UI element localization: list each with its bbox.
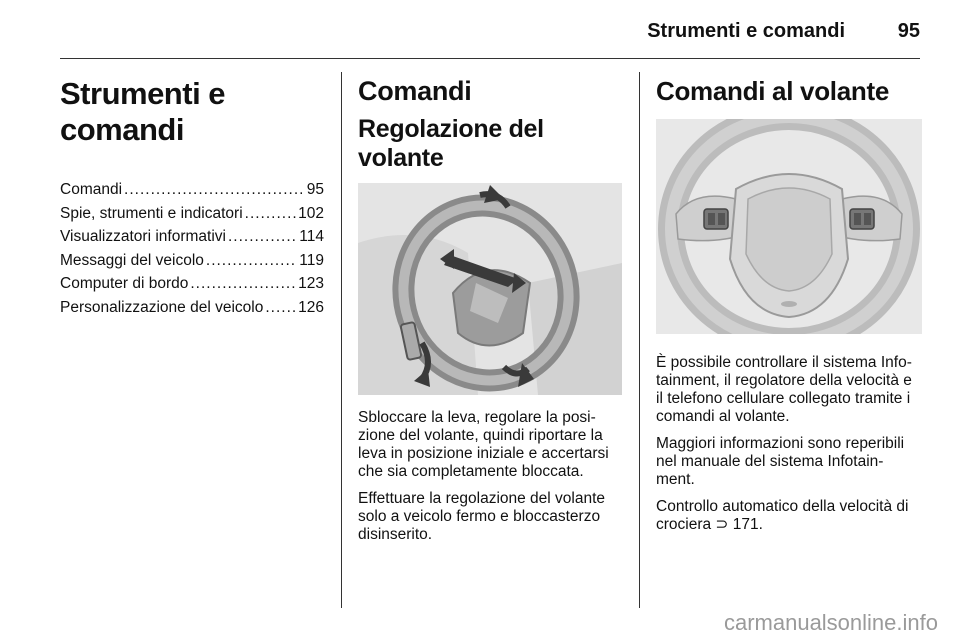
toc-entry-page: 95 [306, 181, 324, 198]
paragraph: Controllo automatico della velocità di crociera ⊃ 171. [656, 498, 909, 533]
steering-controls-column [656, 72, 922, 543]
toc-leader-dots [124, 178, 305, 202]
toc-leader-dots [265, 296, 296, 320]
toc-leader-dots [228, 225, 297, 249]
watermark: carmanualsonline.info [723, 610, 938, 635]
section-title: Comandi [358, 76, 472, 106]
paragraph: È possibile controllare il sistema Info-tainment, il regolatore della velocità e il telefono cellulare collegato tramite i comandi al volante. [656, 354, 912, 425]
paragraph: Sbloccare la leva, regolare la posi-zione del volante, quindi riportare la leva in posizione iniziale e accertarsi che sia completamente bloccata. [358, 409, 609, 480]
toc-entry-page: 102 [298, 204, 324, 222]
toc-leader-dots [245, 202, 296, 226]
section-title: Comandi al volante [656, 76, 889, 106]
toc-entry-label: Comandi [60, 181, 123, 198]
steering-wheel-illustration [656, 119, 922, 334]
column-divider [639, 72, 640, 608]
toc-leader-dots [206, 249, 297, 273]
page-number: 95 [897, 20, 920, 42]
toc-entry[interactable] [60, 249, 324, 273]
steering-wheel-adjust-icon [358, 183, 622, 395]
table-of-contents [60, 178, 324, 319]
paragraph: Effettuare la regolazione del volante solo a veicolo fermo e bloccasterzo disinserito. [358, 490, 606, 543]
toc-entry-page: 114 [299, 228, 324, 245]
toc-entry-label: Messaggi del veicolo [60, 251, 204, 269]
toc-entry-page: 126 [298, 298, 324, 316]
toc-column [60, 72, 324, 319]
column-divider [341, 72, 342, 608]
toc-entry[interactable] [60, 202, 324, 226]
page-header [60, 18, 920, 59]
paragraph: Maggiori informazioni sono reperibili nel manuale del sistema Infotain-ment. [656, 435, 905, 488]
toc-entry[interactable] [60, 272, 324, 296]
toc-entry-label: Spie, strumenti e indicatori [60, 204, 243, 222]
toc-entry-label: Computer di bordo [60, 275, 189, 292]
toc-entry[interactable] [60, 178, 324, 202]
steering-wheel-icon [656, 119, 922, 334]
toc-entry-page: 123 [298, 275, 324, 292]
toc-leader-dots [190, 272, 296, 296]
toc-entry-label: Visualizzatori informativi [60, 228, 226, 245]
chapter-title: Strumenti e comandi [60, 76, 226, 147]
controls-column [358, 72, 622, 553]
toc-entry-page: 119 [299, 251, 324, 269]
toc-entry-label: Personalizzazione del veicolo [60, 298, 264, 316]
toc-entry[interactable] [60, 296, 324, 320]
subsection-title: Regolazione del volante [358, 115, 544, 172]
toc-entry[interactable] [60, 225, 324, 249]
steering-adjustment-illustration [358, 183, 622, 395]
header-section-title: Strumenti e comandi [647, 20, 845, 42]
